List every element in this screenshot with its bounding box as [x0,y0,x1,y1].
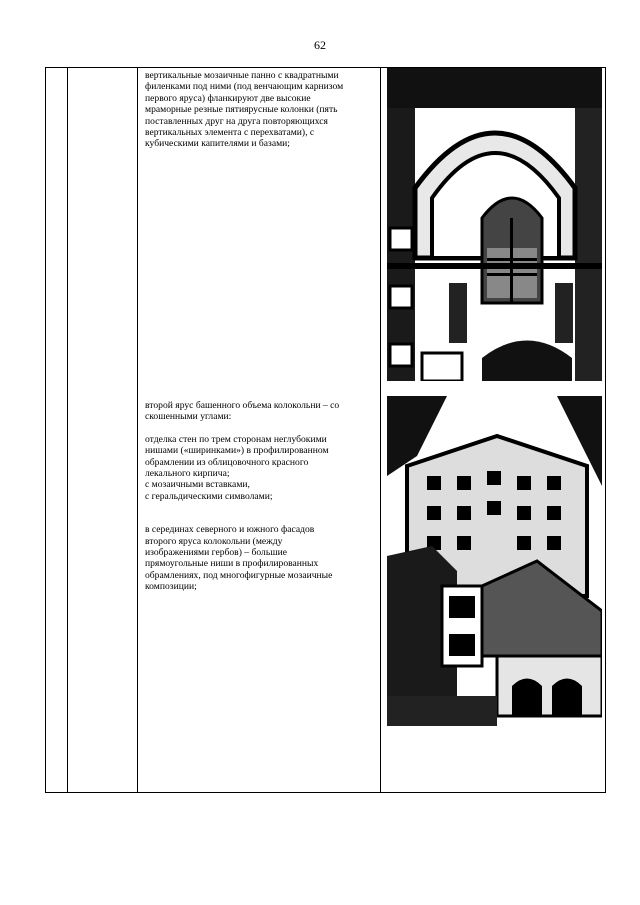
text-line: композиции; [145,581,197,593]
text-line: отделка стен по трем сторонам неглубокими [145,433,327,445]
row-1-description [145,70,373,161]
text-line: с геральдическими символами; [145,490,273,502]
paragraph [145,400,373,423]
text-line: прямоугольные ниши в профилированных [145,558,319,570]
text-line: мраморные резные пятиярусные колонки (пять [145,104,338,116]
text-line: поставленных друг на друга повторяющихся [145,115,328,127]
text-line: вертикальных элемента с перехватами), с [145,127,315,139]
paragraph [145,434,373,502]
facade-illustration [387,68,602,381]
text-line: с мозаичными вставками, [145,479,250,491]
bell-tower-illustration [387,396,602,726]
row-2-description [145,400,373,604]
text-line: обрамлениях, под многофигурные мозаичные [145,569,333,581]
text-line: первого яруса) фланкируют две высокие [145,92,311,104]
text-line: второго яруса колокольни (между [145,535,283,547]
bell-tower-second-tier-photo [387,396,602,726]
text-line: изображениями гербов) – большие [145,547,287,559]
page-number: 62 [314,38,326,52]
column-divider [137,68,138,792]
paragraph [145,524,373,592]
arched-window-facade-photo [387,68,602,381]
text-line: второй ярус башенного объема колокольни – со [145,400,340,411]
text-line: кубическими капителями и базами; [145,138,290,150]
paragraph [145,70,373,150]
text-line: обрамлении из облицовочного красного [145,456,309,468]
column-divider [67,68,68,792]
column-divider [380,68,381,792]
text-line: в серединах северного и южного фасадов [145,524,315,536]
text-line: вертикальные мозаичные панно с квадратными [145,70,339,81]
text-line: филенками под ними (под венчающим карнизом [145,81,344,93]
text-line: скошенными углами: [145,411,232,423]
text-line: нишами («ширинками») в профилированном [145,445,329,457]
text-line: лекального кирпича; [145,468,230,480]
